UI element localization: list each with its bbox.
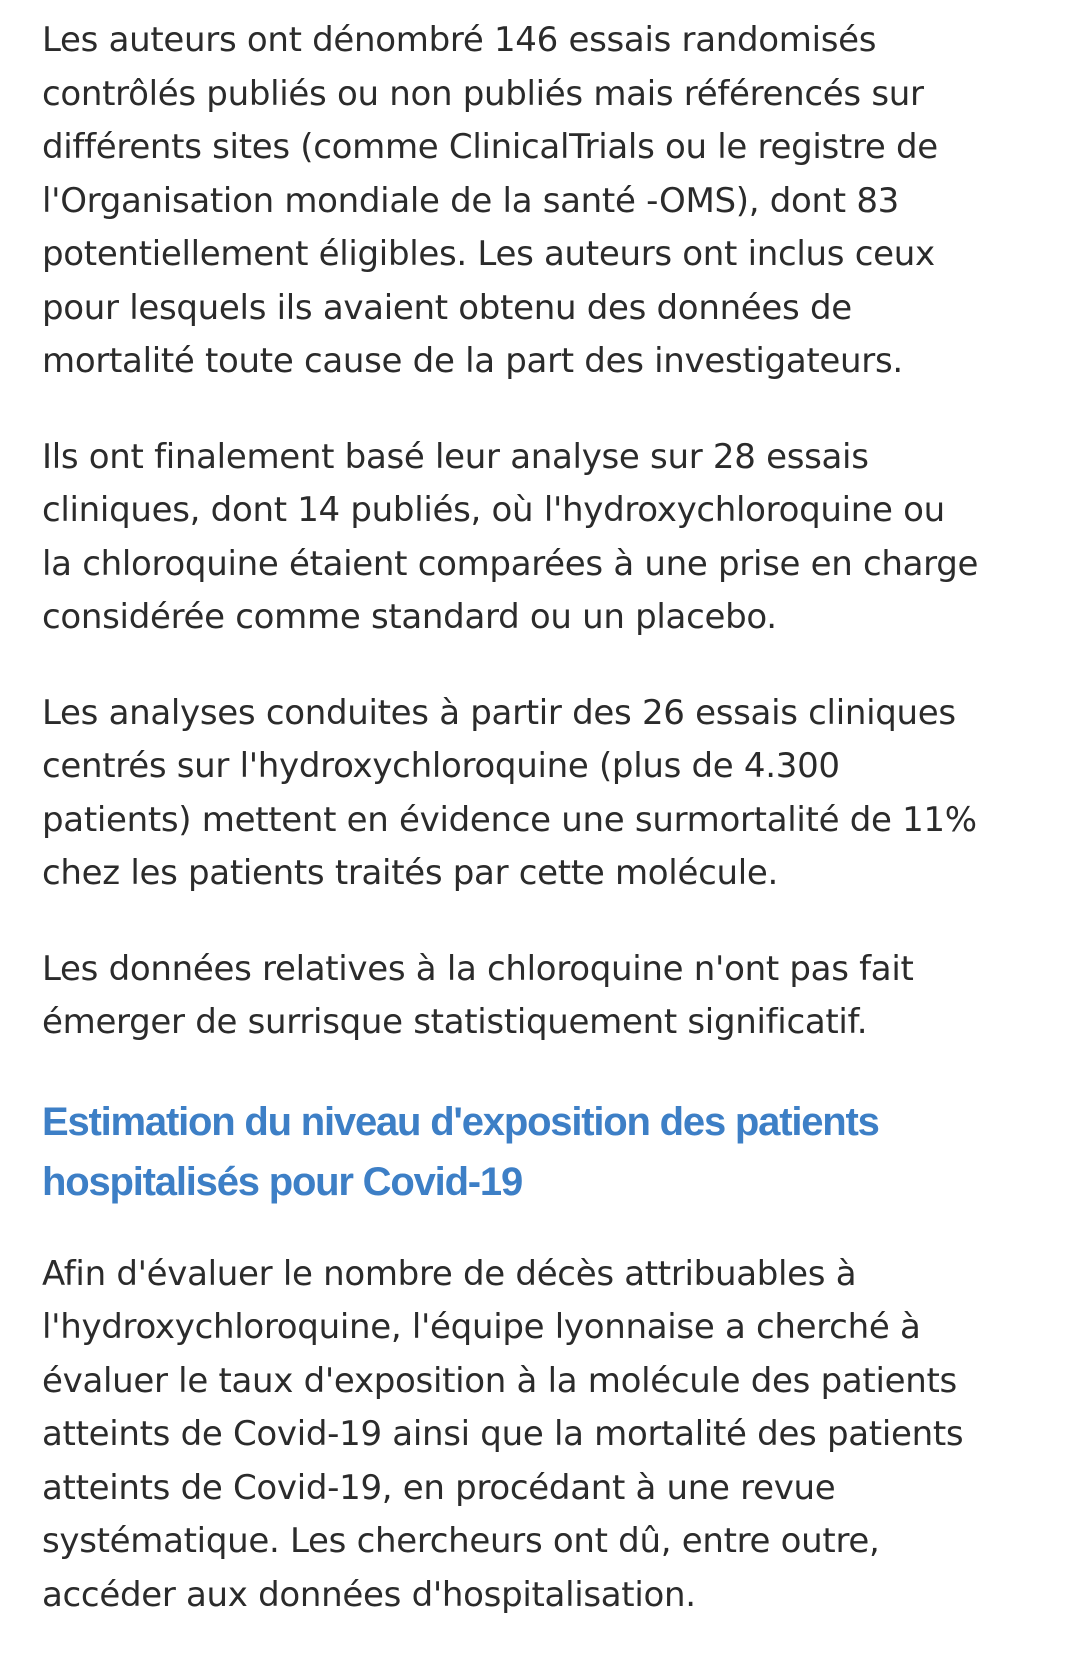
- paragraph-essais-denombres: Les auteurs ont dénombré 146 essais randomisés contrôlés publiés ou non publiés mais référencés sur différents sites (comme ClinicalTrials ou le registre de l'Organisation mondiale de la santé -OMS), dont 83 potentiellement éligibles. Les auteurs ont inclus ceux pour lesquels ils avaient obtenu des données de mortalité toute cause de la part des investigateurs.: [42, 20, 938, 381]
- paragraph-analyse-28-essais: Ils ont finalement basé leur analyse sur 28 essais cliniques, dont 14 publiés, où l'hydroxychloroquine ou la chloroquine étaient comparées à une prise en charge considérée comme standard ou un placebo.: [42, 436, 979, 637]
- section-heading: Estimation du niveau d'exposition des patients hospitalisés pour Covid-19: [42, 1099, 879, 1204]
- paragraph-exposition: Afin d'évaluer le nombre de décès attribuables à l'hydroxychloroquine, l'équipe lyonnaise a cherché à évaluer le taux d'exposition à la molécule des patients atteints de Covid-19 ainsi que la mortalité des patients atteints de Covid-19, en procédant à une revue systématique. Les chercheurs ont dû, entre outre, accéder aux données d'hospitalisation.: [42, 1253, 964, 1615]
- article-body: [42, 14, 1052, 1664]
- paragraph-surmortalite: Les analyses conduites à partir des 26 essais cliniques centrés sur l'hydroxychloroquine (plus de 4.300 patients) mettent en évidence une surmortalité de 11% chez les patients traités par cette molécule.: [42, 692, 977, 893]
- paragraph-chloroquine: Les données relatives à la chloroquine n'ont pas fait émerger de surrisque statistiquement significatif.: [42, 948, 914, 1042]
